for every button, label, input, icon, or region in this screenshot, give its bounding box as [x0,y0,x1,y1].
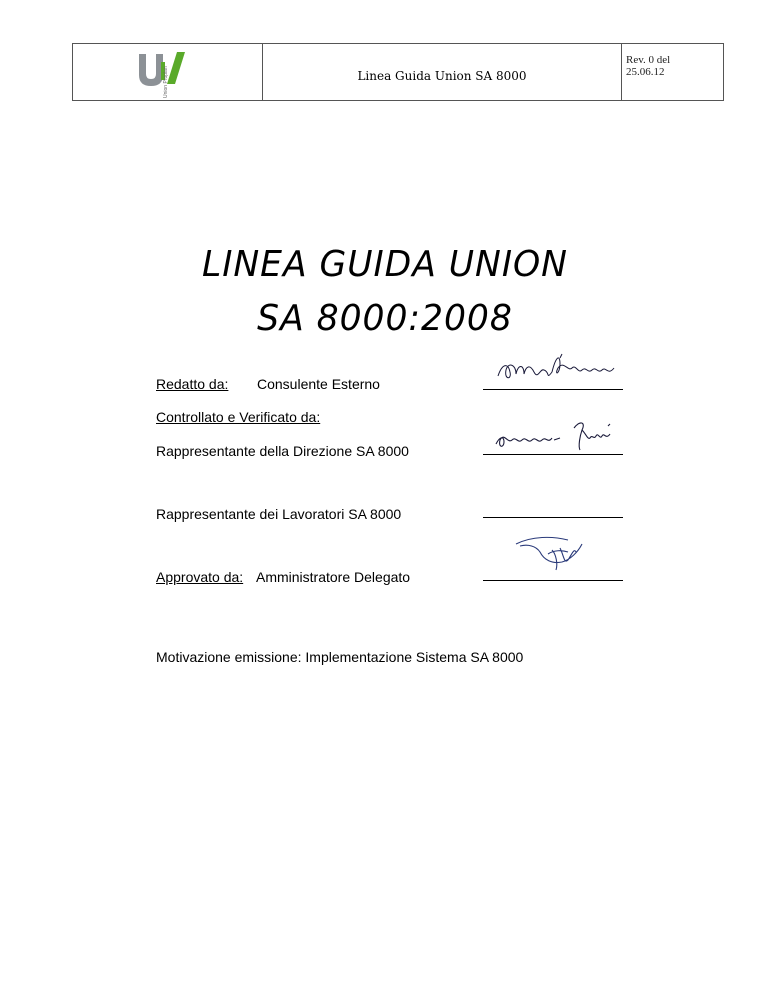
motivazione-emissione: Motivazione emissione: Implementazione Sistema SA 8000 [156,649,524,665]
signature-approvato [512,530,592,580]
company-logo [133,48,203,100]
revision-text: Rev. 0 del 25.06.12 [626,54,671,78]
logo-cell [73,44,263,100]
signature-line-redatto [483,389,623,390]
header-title-cell [263,44,622,100]
document-title-line1: LINEA GUIDA UNION [202,244,568,285]
document-header [72,43,724,101]
signature-line-lavoratori [483,517,623,518]
approvato-label: Approvato da: [156,569,244,585]
signature-line-direzione [483,454,623,455]
signature-line-approvato [483,580,623,581]
revision-cell [622,44,723,100]
header-title: Linea Guida Union SA 8000 [357,69,527,83]
controllato-label: Controllato e Verificato da: [156,409,321,425]
approvato-value: Amministratore Delegato [256,569,411,585]
rappresentante-direzione: Rappresentante della Direzione SA 8000 [156,443,409,459]
redatto-label: Redatto da: [156,376,229,392]
document-title-line2: SA 8000:2008 [257,298,513,339]
svg-text:Union Proplan: Union Proplan [163,66,169,98]
signature-redatto [494,350,624,388]
rappresentante-lavoratori: Rappresentante dei Lavoratori SA 8000 [156,506,402,522]
redatto-value: Consulente Esterno [257,376,380,392]
signature-direzione [490,418,625,454]
